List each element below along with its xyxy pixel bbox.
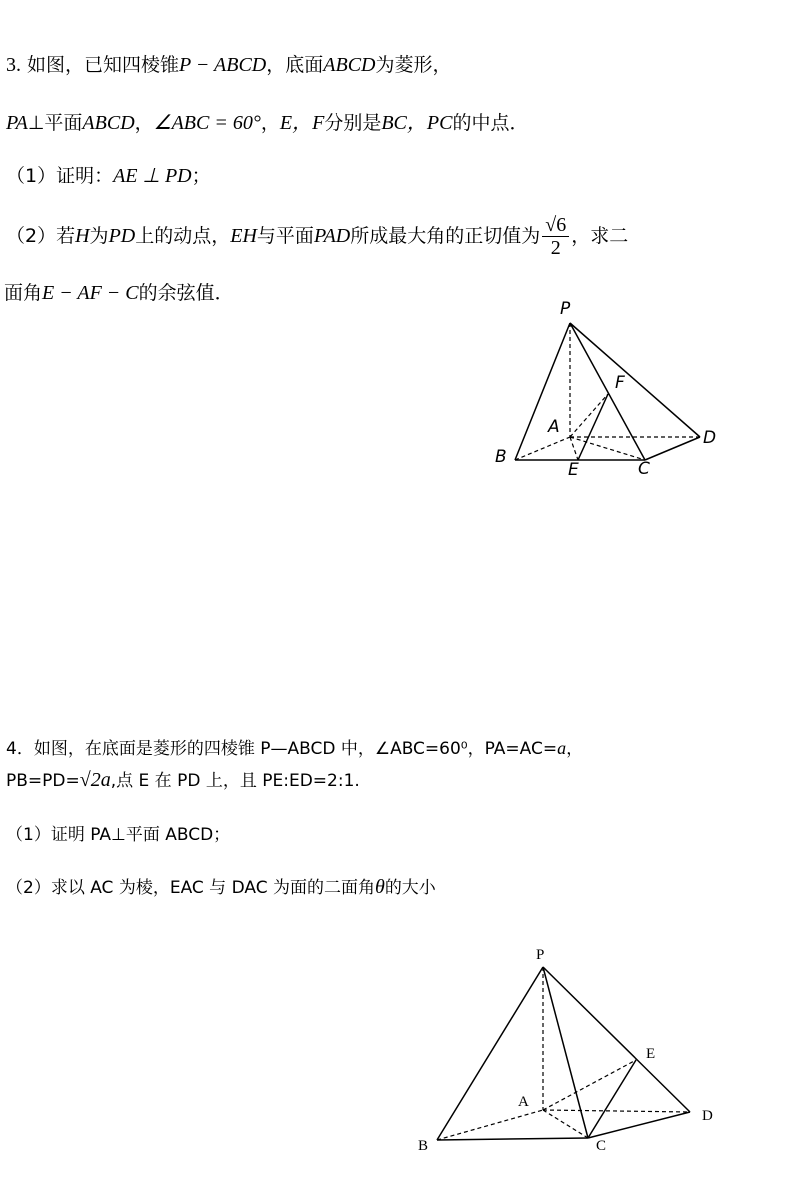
figure-pyramid-problem3	[515, 323, 700, 460]
label-E: E	[568, 460, 579, 480]
label-B: B	[418, 1138, 429, 1154]
label-D: D	[702, 1108, 713, 1124]
problem3-question1: （1）证明：AE ⊥ PD；	[6, 165, 211, 187]
label-B: B	[495, 447, 507, 467]
label-E: E	[646, 1046, 656, 1062]
figure3-labels	[495, 299, 716, 480]
label-F: F	[615, 373, 625, 393]
label-D: D	[703, 428, 717, 448]
label-P: P	[536, 947, 545, 963]
problem4-line2: PB=PD=√2a,点 E 在 PD 上，且 PE:ED=2:1.	[6, 769, 360, 791]
label-A: A	[548, 417, 560, 437]
problem4-line1: 4．如图，在底面是菱形的四棱锥 P—ABCD 中，∠ABC=60⁰，PA=AC=a，	[6, 738, 584, 759]
label-C: C	[596, 1138, 607, 1154]
label-C: C	[638, 459, 650, 479]
problem3-line1: 3. 如图，已知四棱锥P − ABCD，底面ABCD为菱形，	[6, 54, 452, 76]
problem3-question2: （2）若H为PD上的动点，EH与平面PAD所成最大角的正切值为 $\frac{√6}{2}$ ，求二	[6, 214, 629, 259]
label-A: A	[518, 1094, 529, 1110]
label-P: P	[560, 299, 571, 319]
problem3-question2-cont: 面角E − AF − C的余弦值．	[4, 282, 234, 304]
problem4-question1: （1）证明 PA⊥平面 ABCD；	[6, 825, 231, 845]
problem3-line2: PA⊥平面ABCD，∠ABC = 60°，E，F分别是BC，PC的中点．	[6, 112, 529, 134]
fraction-sqrt6-over-2: $\frac{√6}{2}$	[542, 214, 569, 259]
problem4-question2: （2）求以 AC 为棱，EAC 与 DAC 为面的二面角θ的大小	[6, 876, 436, 898]
